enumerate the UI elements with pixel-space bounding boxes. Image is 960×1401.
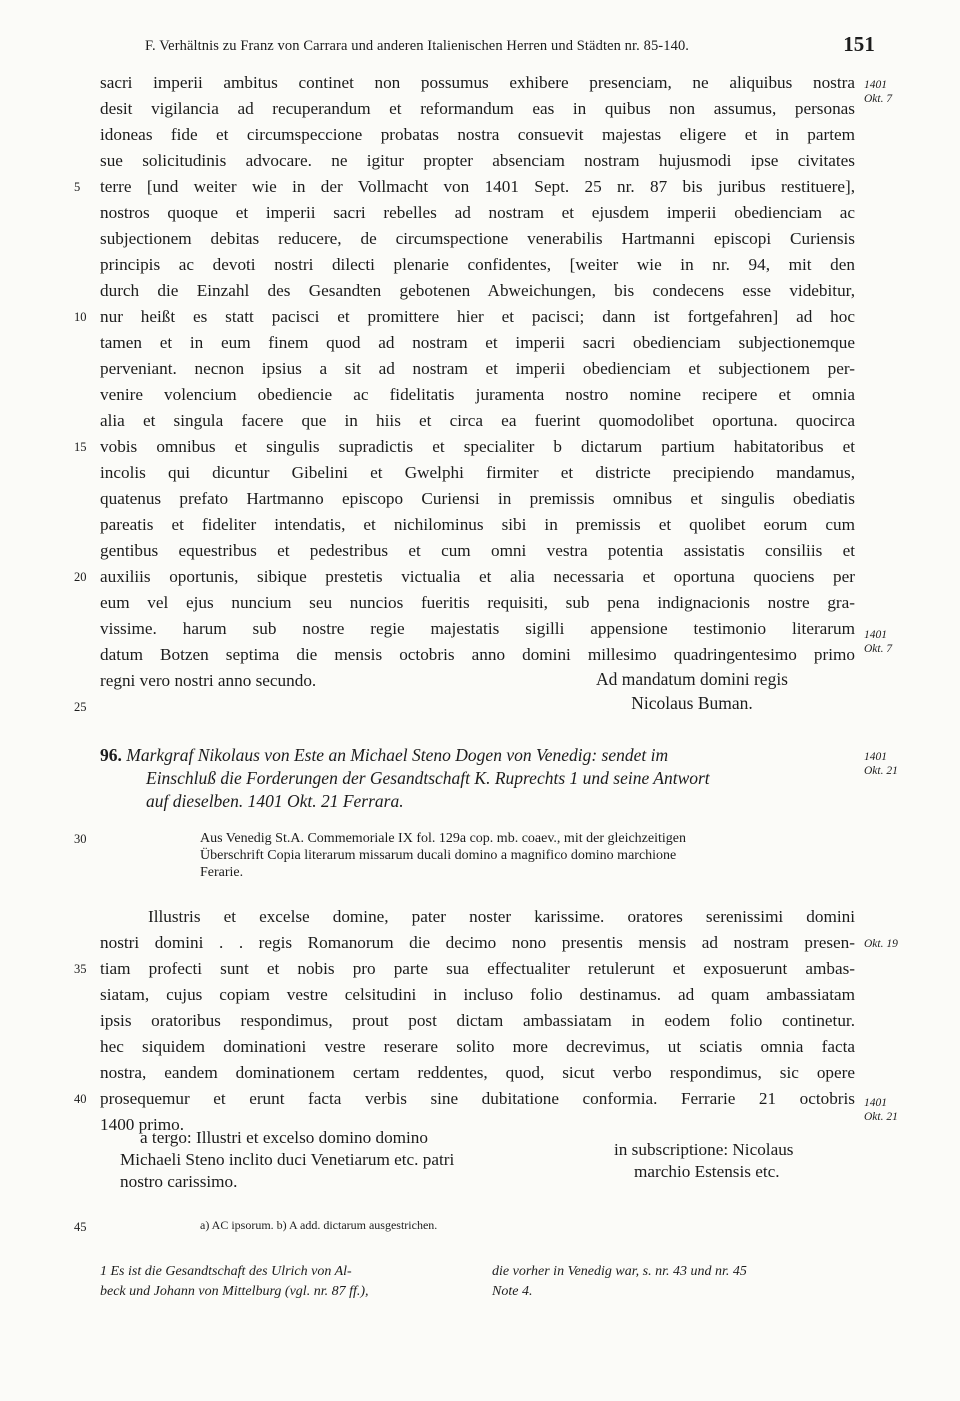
line-number: 35 xyxy=(74,962,87,976)
heading-line: auf dieselben. 1401 Okt. 21 Ferrara. xyxy=(146,791,404,811)
margin-date-note: Okt. 19 xyxy=(864,938,898,950)
subscription-line: in subscriptione: Nicolaus xyxy=(614,1140,794,1159)
subscription-line: marchio Estensis etc. xyxy=(634,1162,780,1181)
heading-line: Einschluß die Forderungen der Gesandtschaft K. Ruprechts 1 und seine Antwort xyxy=(146,768,710,788)
source-line: Überschrift Copia literarum missarum ducali domino a magnifico domino marchione xyxy=(200,848,677,863)
text-line: subjectionem debitas reducere, de circumspectione venerabilis Hartmanni episcopi Curiensis xyxy=(100,229,855,248)
text-line: hec siquidem dominationi vestre reserare solito more decrevimus, ut sciatis omnia facta xyxy=(100,1037,855,1056)
page-number: 151 xyxy=(843,32,875,56)
margin-date-note: 1401 Okt. 7 xyxy=(864,629,893,655)
address-block xyxy=(120,1127,454,1193)
text-line: ipsis oratoribus respondimus, prout post dictam ambassiatam in eodem folio continetur. xyxy=(100,1011,855,1030)
margin-date-note: 1401 Okt. 7 xyxy=(864,79,893,105)
line-number: 10 xyxy=(74,310,87,324)
running-header xyxy=(145,32,875,56)
text-line: vobis omnibus et singulis supradictis et specialiter b dictarum partium habitatoribus et xyxy=(100,437,855,456)
text-line: datum Botzen septima die mensis octobris anno domini millesimo quadringentesimo primo xyxy=(100,645,855,664)
source-line: Aus Venedig St.A. Commemoriale IX fol. 129a cop. mb. coaev., mit der gleichzeitigen xyxy=(200,831,686,846)
line-number: 5 xyxy=(74,180,81,194)
heading-line: Markgraf Nikolaus von Este an Michael Steno Dogen von Venedig: sendet im xyxy=(126,745,669,765)
footnote-1-right: die vorher in Venedig war, s. nr. 43 und nr. 45 Note 4. xyxy=(492,1264,747,1299)
text-line: sue solicitudinis advocare. ne igitur propter absenciam nostram hujusmodi ipse civitates xyxy=(100,151,855,170)
signature-line: Ad mandatum domini regis xyxy=(596,669,788,689)
critical-footnote: a) AC ipsorum. b) A add. dictarum ausgestrichen. xyxy=(200,1218,438,1232)
text-line: terre [und weiter wie in der Vollmacht von 1401 Sept. 25 nr. 87 bis juribus restituere], xyxy=(100,177,855,196)
signature-block xyxy=(596,668,788,714)
text-line: vissime. harum sub nostre regie majestatis sigilli appensione testimonio literarum xyxy=(100,619,855,638)
text-line: nostri domini . . regis Romanorum die decimo nono presentis mensis ad nostram presen- xyxy=(100,933,855,952)
text-line: prosequemur et erunt facta verbis sine dubitatione conformia. Ferrarie 21 octobris xyxy=(100,1089,855,1108)
text-line: quatenus prefato Hartmanno episcopo Curiensi in premissis omnibus et singulis obediatis xyxy=(100,489,855,508)
text-line: regni vero nostri anno secundo. xyxy=(100,671,317,690)
text-line: tiam profecti sunt et nobis pro parte sua effectualiter retulerunt et exposuerunt ambas- xyxy=(100,959,855,978)
text-line: nostra, eandem dominationem certam reddentes, quod, sicut verbo respondimus, sic opere xyxy=(100,1063,855,1082)
text-line: nostros quoque et imperii sacri rebelles ad nostram et ejusdem imperii obedienciam ac xyxy=(100,203,855,222)
line-number: 25 xyxy=(74,700,87,714)
line-number: 45 xyxy=(74,1220,87,1234)
text-line: tamen et in eum finem quod ad nostram et imperii sacri obedienciam subjectionemque xyxy=(100,333,855,352)
text-line: siatam, cujus copiam vestre celsitudini in incluso folio destinamus. ad quam ambassiatam xyxy=(100,985,855,1004)
document-number: 96. xyxy=(100,745,122,765)
line-number: 30 xyxy=(74,832,87,846)
text-line: 1400 primo. xyxy=(100,1115,185,1134)
line-number: 15 xyxy=(74,440,87,454)
text-line: idoneas fide et circumspeccione probatas nostra consuevit majestas eligere et in partem xyxy=(100,125,855,144)
text-line: pareatis et fideliter intendatis, et nichilominus sibi in premissis et quolibet eorum cum xyxy=(100,515,855,534)
text-line: gentibus equestribus et pedestribus et cum omni vestra potentia assistatis consiliis et xyxy=(100,541,855,560)
text-line: auxiliis oportunis, sibique prestetis victualia et alia necessaria et oportuna quociens per xyxy=(100,567,855,586)
text-line: incolis qui dicuntur Gibelini et Gwelphi firmiter et districte precipiendo mandamus, xyxy=(100,463,855,482)
address-line: Michaeli Steno inclito duci Venetiarum etc. patri xyxy=(120,1150,455,1169)
text-line: alia et singula facere que in hiis et circa ea fuerint quomodolibet oportuna. quocirca xyxy=(100,411,855,430)
text-line: venire volencium obediencie ac fidelitatis juramenta nostro nomine recipere et omnia xyxy=(100,385,855,404)
text-line: nur heißt es statt pacisci et promittere hier et pacisci; dann ist fortgefahren] ad hoc xyxy=(100,307,855,326)
text-line: perveniant. necnon ipsius a sit ad nostram et imperii obedienciam et subjectionem per- xyxy=(100,359,855,378)
signature-name: Nicolaus Buman. xyxy=(631,693,753,713)
text-line: Illustris et excelse domine, pater noster karissime. oratores serenissimi domini xyxy=(148,907,855,926)
source-note xyxy=(200,830,860,881)
footnote-1-left: 1 Es ist die Gesandtschaft des Ulrich von Al- beck und Johann von Mittelburg (vgl. nr. 87 ff.), xyxy=(100,1264,369,1299)
margin-date-note: 1401 Okt. 21 xyxy=(864,1097,898,1123)
source-line: Ferarie. xyxy=(200,865,244,880)
address-line: a tergo: Illustri et excelso domino domino xyxy=(140,1128,428,1147)
text-line: eum vel ejus nuncium seu nuncios fueritis requisiti, sub pena indignacionis nostre gra- xyxy=(100,593,855,612)
line-number: 20 xyxy=(74,570,87,584)
subscription-block xyxy=(614,1139,794,1183)
text-line: durch die Einzahl des Gesandten gebotenen Abweichungen, bis condecens esse videbitur, xyxy=(100,281,855,300)
text-line: principis ac devoti nostri dilecti plenarie confidentes, [weiter wie in nr. 94, mit den xyxy=(100,255,855,274)
document-heading xyxy=(100,744,860,813)
line-number: 40 xyxy=(74,1092,87,1106)
margin-date-note: 1401 Okt. 21 xyxy=(864,751,898,777)
address-line: nostro carissimo. xyxy=(120,1172,238,1191)
text-line: sacri imperii ambitus continet non possumus exhibere presenciam, ne aliquibus nostra xyxy=(100,73,855,92)
text-line: desit vigilancia ad recuperandum et reformandum eas in quibus non assumus, personas xyxy=(100,99,855,118)
running-title: F. Verhältnis zu Franz von Carrara und anderen Italienischen Herren und Städten nr. 85-140. xyxy=(145,38,690,54)
